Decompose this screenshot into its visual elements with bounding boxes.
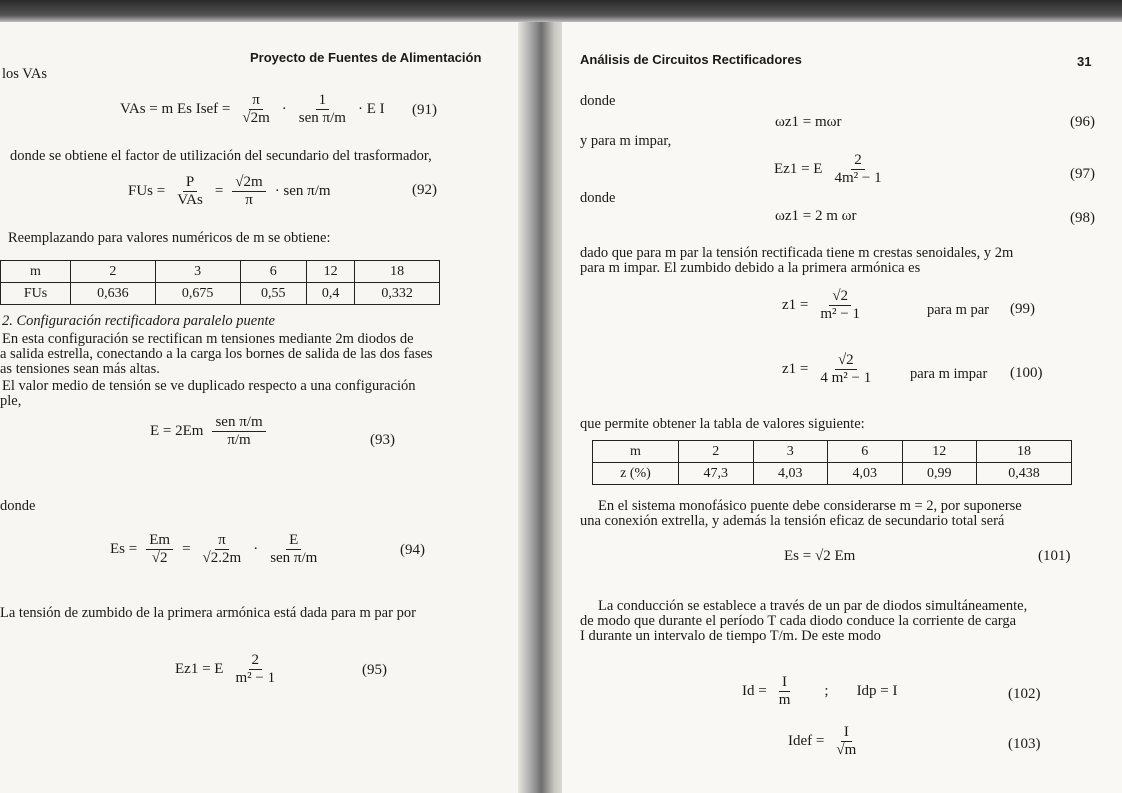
equation-number: (100) [1010, 365, 1043, 381]
eq-tail: · E I [357, 101, 385, 117]
table-cell: 0,55 [240, 283, 306, 305]
table-cell: 0,675 [155, 283, 240, 305]
eq-den: √2.2m [202, 550, 242, 566]
text-line: Reemplazando para valores numéricos de m se obtiene: [8, 230, 331, 246]
table-cell: 3 [753, 441, 828, 463]
equation-103 [788, 724, 862, 759]
eq-num: √2m [232, 174, 265, 192]
left-page [0, 22, 528, 793]
text-line: que permite obtener la tabla de valores siguiente: [580, 416, 865, 432]
table-cell: 4,03 [753, 463, 828, 485]
text-line: I durante un intervalo de tiempo T/m. De este modo [580, 628, 881, 644]
table-cell: 6 [828, 441, 903, 463]
eq-den: 4m² − 1 [834, 170, 882, 186]
text-line: En el sistema monofásico puente debe considerarse m = 2, por suponerse [598, 498, 1022, 514]
eq-num: I [841, 724, 852, 742]
text-line: ple, [0, 393, 22, 409]
equation-96: ωz1 = mωr [775, 114, 842, 130]
text-line: En esta configuración se rectifican m tensiones mediante 2m diodos de [2, 331, 414, 347]
table-cell: 2 [71, 261, 156, 283]
table-cell: 2 [679, 441, 754, 463]
eq-lhs: Id = [742, 683, 767, 699]
table-cell: z (%) [593, 463, 679, 485]
table-row [1, 261, 440, 283]
table-cell: m [593, 441, 679, 463]
eq-den: m² − 1 [820, 306, 860, 322]
eq-lhs: Idef = [788, 733, 825, 749]
eq-den: √2m [242, 110, 270, 126]
text-line: para m impar. El zumbido debido a la primera armónica es [580, 260, 921, 276]
text-line: dado que para m par la tensión rectificada tiene m crestas senoidales, y 2m [580, 245, 1014, 261]
eq-lhs: VAs = m Es Isef = [120, 101, 231, 117]
equation-number: (91) [412, 102, 437, 118]
right-page [562, 22, 1122, 793]
table-cell: FUs [1, 283, 71, 305]
eq-den: π [245, 192, 253, 208]
table-row [593, 441, 1072, 463]
eq-num: 2 [249, 652, 263, 670]
running-header: Análisis de Circuitos Rectificadores [580, 52, 802, 67]
table-cell: 0,438 [977, 463, 1072, 485]
eq-num: Em [146, 532, 173, 550]
eq-den: sen π/m [298, 110, 346, 126]
equation-93 [150, 414, 269, 449]
eq-den: sen π/m [270, 550, 318, 566]
text-line: donde se obtiene el factor de utilización del secundario del trasformador, [10, 148, 432, 164]
eq-den: VAs [177, 192, 203, 208]
eq-num: √2 [835, 352, 857, 370]
text-line: La tensión de zumbido de la primera armónica está dada para m par por [0, 605, 416, 621]
table-cell: 12 [902, 441, 977, 463]
eq-den: √2 [151, 550, 168, 566]
table-cell: 0,636 [71, 283, 156, 305]
table-row [1, 283, 440, 305]
equation-91: VAs = m Es Isef = $\frac{\pi}{√2m}$ · 1 sen π/m · E I [120, 92, 385, 126]
equation-100 [782, 352, 877, 387]
table-cell: 6 [240, 261, 306, 283]
equation-number: (93) [370, 432, 395, 448]
table-cell: 47,3 [679, 463, 754, 485]
eq-rhs: Idp = I [856, 683, 898, 699]
eq-separator: ; [824, 683, 829, 699]
text-line: a salida estrella, conectando a la carga los bornes de salida de las dos fases [0, 346, 433, 362]
equation-95 [175, 652, 281, 687]
fus-table [0, 260, 440, 305]
eq-lhs: z1 = [782, 361, 809, 377]
section-heading: 2. Configuración rectificadora paralelo puente [2, 313, 275, 329]
eq-lhs: FUs = [128, 183, 166, 199]
equation-number: (103) [1008, 736, 1041, 752]
text-line: de modo que durante el período T cada diodo conduce la corriente de carga [580, 613, 1017, 629]
eq-num: P [183, 174, 197, 192]
text-line: una conexión extrella, y además la tensión eficaz de secundario total será [580, 513, 1005, 529]
table-cell: 18 [355, 261, 440, 283]
equation-number: (96) [1070, 114, 1095, 130]
eq-num: sen π/m [212, 414, 265, 432]
eq-lhs: Ez1 = E [175, 661, 224, 677]
equation-99 [782, 288, 866, 323]
eq-num: π [249, 92, 263, 110]
equation-number: (102) [1008, 686, 1041, 702]
table-cell: 0,4 [306, 283, 354, 305]
equation-number: (95) [362, 662, 387, 678]
equation-condition: para m impar [910, 366, 988, 382]
eq-num: π [215, 532, 229, 550]
eq-den: √m [836, 742, 857, 758]
equation-92: FUs = P VAs = $\frac{√2m}{\pi}$ · sen π/m [128, 174, 331, 208]
table-cell: 12 [306, 261, 354, 283]
text-line: y para m impar, [580, 133, 672, 149]
scan-top-edge [0, 0, 1122, 22]
text-line: donde [0, 498, 36, 514]
eq-den: m² − 1 [235, 670, 276, 686]
eq-lhs: E = 2Em [150, 423, 204, 439]
eq-lhs: Es = [110, 541, 138, 557]
equation-number: (97) [1070, 166, 1095, 182]
eq-lhs: z1 = [782, 297, 809, 313]
equation-number: (101) [1038, 548, 1071, 564]
eq-num: E [286, 532, 301, 550]
eq-num: I [779, 674, 790, 692]
equation-number: (98) [1070, 210, 1095, 226]
table-cell: 3 [155, 261, 240, 283]
equation-97 [774, 152, 888, 187]
eq-den: m [778, 692, 791, 708]
equation-number: (92) [412, 182, 437, 198]
running-header: Proyecto de Fuentes de Alimentación [250, 50, 482, 65]
table-cell: 18 [977, 441, 1072, 463]
text-line: donde [580, 93, 616, 109]
eq-num: 2 [851, 152, 865, 170]
equation-101: Es = √2 Em [784, 548, 856, 564]
table-cell: 4,03 [828, 463, 903, 485]
table-row [593, 463, 1072, 485]
ripple-table [592, 440, 1072, 485]
eq-tail: · sen π/m [274, 183, 331, 199]
eq-den: π/m [227, 432, 251, 448]
eq-num: 1 [316, 92, 330, 110]
equation-94: Es = $\frac{Em}{√2}$ = $\frac{\pi}{√2.2m}$ · E sen π/m [110, 532, 323, 567]
text-line: los VAs [2, 66, 48, 82]
text-line: La conducción se establece a través de un par de diodos simultáneamente, [598, 598, 1028, 614]
text-line: as tensiones sean más altas. [0, 361, 160, 377]
equation-98: ωz1 = 2 m ωr [775, 208, 857, 224]
equation-condition: para m par [927, 302, 989, 318]
table-cell: 0,99 [902, 463, 977, 485]
eq-num: √2 [829, 288, 851, 306]
text-line: donde [580, 190, 616, 206]
table-cell: 0,332 [355, 283, 440, 305]
page-number: 31 [1077, 54, 1092, 69]
equation-number: (94) [400, 542, 425, 558]
table-cell: m [1, 261, 71, 283]
equation-102 [742, 674, 898, 709]
eq-den: 4 m² − 1 [820, 370, 872, 386]
eq-lhs: Ez1 = E [774, 161, 823, 177]
equation-number: (99) [1010, 301, 1035, 317]
text-line: El valor medio de tensión se ve duplicado respecto a una configuración [2, 378, 416, 394]
